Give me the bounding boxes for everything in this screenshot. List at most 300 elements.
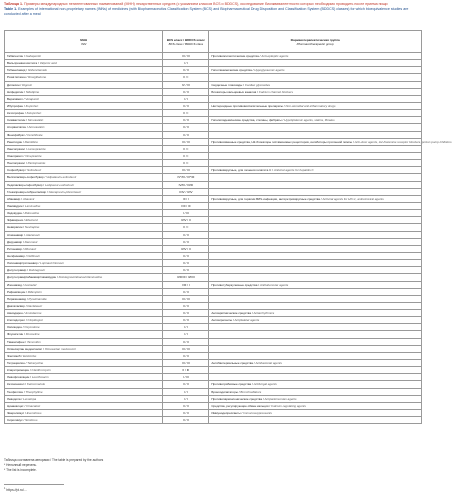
- inn-separator: /: [20, 353, 24, 358]
- header-group-ru: Фармакотерапевтическая группа: [290, 37, 340, 42]
- inn-en: Tamoxifen: [26, 339, 41, 344]
- inn-en: Oxycodone: [24, 325, 40, 330]
- group-cell: [209, 381, 422, 388]
- inn-ru: Кетопрофен: [7, 111, 25, 116]
- table-row: [5, 160, 422, 167]
- inn-ru: Гибенкламид: [7, 68, 26, 73]
- group-cell: [209, 181, 422, 188]
- group-cell: [209, 224, 422, 231]
- table-row: [5, 67, 422, 74]
- inn-separator: /: [24, 132, 28, 137]
- inn-separator: /: [21, 282, 25, 287]
- inn-ru: Пиразинамид: [7, 296, 27, 301]
- inn-ru: Клопидогрел: [7, 318, 26, 323]
- inn-en: Lamivudine: [24, 203, 41, 208]
- group-cell: [209, 195, 422, 202]
- class-cell: II/IV / II: [163, 245, 209, 252]
- class-cell: I / I: [163, 95, 209, 102]
- group-cell: [209, 295, 422, 302]
- inn-en: Darunavir: [24, 239, 38, 244]
- table-row: [5, 210, 422, 217]
- group-cell: [209, 124, 422, 131]
- inn-separator: /: [21, 211, 25, 216]
- group-ru: Гиполипидемические средства, статины, фибраты: [211, 118, 282, 123]
- group-ru: Антиаритмические средства: [211, 311, 251, 316]
- group-cell: [209, 102, 422, 109]
- group-ru: Сердечные гликозиды: [211, 82, 243, 87]
- table-row: [5, 81, 422, 88]
- inn-separator: /: [42, 346, 45, 351]
- header-inn: [5, 31, 163, 53]
- table-row: [5, 195, 422, 202]
- header-class: [163, 31, 209, 53]
- inn-separator: /: [22, 218, 26, 223]
- class-cell: IV/III / III/III: [163, 181, 209, 188]
- inn-ru: Изониазид: [7, 282, 22, 287]
- inn-separator: /: [25, 146, 28, 151]
- inn-ru: Кларитромицин: [7, 368, 30, 373]
- caption-en-text: Examples of international non-proprietary names (INNs) of medicines (with Biopharmaceutics Classification System (BCS) and Biopharmaceutical Drug Disposition and Classification System (BDDCS) classes) for which bioequivalence studies are conducted after a meal: [4, 7, 409, 16]
- group-separator: /: [240, 411, 244, 416]
- table-row: [5, 395, 422, 402]
- inn-en: Glecaprevir+pibrentasvir: [48, 189, 82, 194]
- footnote-divider: [4, 484, 64, 485]
- inn-separator: /: [20, 196, 23, 201]
- group-separator: /: [281, 118, 285, 123]
- group-cell: [209, 252, 422, 259]
- inn-ru: Нелфинавир: [7, 253, 25, 258]
- table-row: [5, 217, 422, 224]
- class-cell: III / III: [163, 295, 209, 302]
- inn-separator: /: [22, 389, 26, 394]
- inn-ru: Даклатасвир: [7, 303, 25, 308]
- group-cell: [209, 160, 422, 167]
- inn-en: Tetracycline: [27, 361, 44, 366]
- group-separator: /: [256, 89, 259, 94]
- inn-cell: [5, 138, 163, 145]
- group-ru: Противогрибковые средства: [211, 382, 252, 387]
- inn-separator: /: [22, 418, 26, 423]
- inn-cell: [5, 302, 163, 309]
- table-row: [5, 131, 422, 138]
- inn-en: Atazanavir: [25, 232, 40, 237]
- inn-en: Clarithromycin: [31, 368, 51, 373]
- group-en: Antiparkinsonian agents: [264, 396, 297, 401]
- inn-en: Dolutegravir/abacavir/lamivudine: [58, 275, 103, 280]
- inn-en: Nelfinavir: [27, 253, 40, 258]
- inn-ru: Зидовудин: [7, 211, 22, 216]
- inn-cell: [5, 174, 163, 181]
- inn-ru: Лансопразол: [7, 146, 26, 151]
- table-row: [5, 302, 422, 309]
- group-ru: Антибактериальные средства: [211, 361, 253, 366]
- inn-en: Verapamil: [25, 96, 39, 101]
- class-cell: II / II: [163, 67, 209, 74]
- table-header-row: [5, 31, 422, 53]
- caption-en: [4, 7, 422, 17]
- group-separator: /: [319, 196, 323, 201]
- group-en: Antiarrhythmics: [253, 311, 275, 316]
- table-row: [5, 381, 422, 388]
- group-ru: Противоязвенные средства, Н2-блокаторы гистаминовых рецепторов, ингибиторы протонной помпы: [211, 139, 353, 144]
- inn-ru: Вальпроевая кислота: [7, 61, 38, 66]
- class-cell: I / I: [163, 331, 209, 338]
- group-separator: /: [242, 82, 245, 87]
- table-row: [5, 124, 422, 131]
- table-row: [5, 260, 422, 267]
- inn-cell: [5, 274, 163, 281]
- class-cell: I / I: [163, 60, 209, 67]
- table-row: [5, 281, 422, 288]
- table-row: [5, 252, 422, 259]
- group-en: Hypolipidemic agents, statins, fibrates: [284, 118, 335, 123]
- group-cell: [209, 145, 422, 152]
- inn-en: Ledipasvir+sofosbuvir: [44, 182, 75, 187]
- inn-cell: [5, 181, 163, 188]
- inn-ru: Эфавиренз: [7, 218, 23, 223]
- group-cell: [209, 302, 422, 309]
- inn-cell: [5, 117, 163, 124]
- inn-separator: /: [21, 325, 25, 330]
- group-cell: [209, 331, 422, 338]
- inn-en: Everolimus: [26, 411, 42, 416]
- inn-ru: Велпатасвир+софосбувир: [7, 175, 44, 180]
- group-cell: [209, 374, 422, 381]
- class-cell: II/III/III / II/I/III: [163, 274, 209, 281]
- inn-en: Digoxin: [22, 82, 33, 87]
- inn-cell: [5, 110, 163, 117]
- footnote-marker: 1: [4, 487, 6, 490]
- table-row: [5, 88, 422, 95]
- class-cell: I / I: [163, 395, 209, 402]
- inn-ru: Тамоксифен: [7, 339, 25, 344]
- inn-en: Clopidogrel: [27, 318, 43, 323]
- group-cell: [209, 110, 422, 117]
- inn-en: Ranitidine: [24, 139, 38, 144]
- table-row: [5, 238, 422, 245]
- inn-ru: Долутегравир: [7, 268, 27, 273]
- group-separator: /: [257, 282, 260, 287]
- class-cell: III / I: [163, 195, 209, 202]
- group-separator: /: [251, 382, 254, 387]
- inn-separator: /: [20, 396, 24, 401]
- footnote: [4, 487, 27, 492]
- caption-ru-text: Примеры международных непатентованных наименований (МНН) лекарственных средств (с указанием классов BCS и BDDCS), исследование биоэквивалентности которых необходимо проводить после приема пищи: [23, 2, 388, 6]
- class-cell: II / II: [163, 417, 209, 424]
- caption-ru-label: Таблица 1.: [4, 2, 23, 6]
- group-en: Non-steroidal anti-inflammatory drugs: [285, 103, 336, 108]
- inn-ru: Омепразол: [7, 153, 23, 158]
- group-cell: [209, 167, 422, 174]
- group-cell: [209, 188, 422, 195]
- class-cell: II / II: [163, 231, 209, 238]
- inn-en: Isoniazid: [24, 282, 37, 287]
- inn-cell: [5, 124, 163, 131]
- group-cell: [209, 202, 422, 209]
- inn-separator: /: [22, 239, 25, 244]
- class-cell: II / II: [163, 288, 209, 295]
- inn-en: Gabapentin: [25, 54, 42, 58]
- inn-ru: Леводопа: [7, 396, 21, 401]
- group-cell: [209, 338, 422, 345]
- group-separator: /: [251, 68, 255, 73]
- class-cell: I/III / I: [163, 281, 209, 288]
- class-cell: III / III: [163, 138, 209, 145]
- class-cell: IV*/III / III*/III: [163, 174, 209, 181]
- inn-cell: [5, 81, 163, 88]
- inn-separator: /: [37, 61, 40, 66]
- inn-en: Efavirenz: [25, 218, 38, 223]
- inn-ru: Верапамил: [7, 96, 23, 101]
- inn-ru: Эверолимус: [7, 411, 25, 416]
- inn-en: Dolutegravir: [28, 268, 45, 273]
- table-row: [5, 338, 422, 345]
- group-en: Cardiac glycosides: [244, 82, 271, 87]
- inn-cell: [5, 74, 163, 81]
- table-caption: [4, 2, 422, 17]
- inn-separator: /: [24, 361, 28, 366]
- inn-separator: /: [24, 339, 27, 344]
- inn-cell: [5, 295, 163, 302]
- inn-cell: [5, 67, 163, 74]
- group-en: Calcium channel blockers: [258, 89, 293, 94]
- inn-cell: [5, 53, 163, 60]
- class-cell: IV / III: [163, 81, 209, 88]
- group-ru: Блокаторы кальциевых каналов: [211, 89, 257, 94]
- class-cell: II / I: [163, 224, 209, 231]
- table-row: [5, 417, 422, 424]
- inn-separator: /: [42, 182, 45, 187]
- inn-ru: Софосбувир: [7, 168, 25, 173]
- class-cell: II / I: [163, 145, 209, 152]
- inn-en: Olmesartan medoxomil: [44, 346, 76, 351]
- group-cell: [209, 360, 422, 367]
- inn-ru: Габапентин: [7, 54, 24, 58]
- table-row: [5, 224, 422, 231]
- table-row: [5, 310, 422, 317]
- group-en: Immunosuppressants: [243, 411, 272, 416]
- group-cell: [209, 60, 422, 67]
- group-separator: /: [251, 311, 254, 316]
- inn-cell: [5, 288, 163, 295]
- inn-cell: [5, 60, 163, 67]
- table-row: [5, 295, 422, 302]
- group-cell: [209, 238, 422, 245]
- group-en: Calcium-regulating agents: [271, 403, 306, 408]
- inn-en: Levofloxacin: [31, 375, 49, 380]
- group-en: Hypoglycaemic agents: [254, 68, 285, 73]
- inn-separator: /: [22, 203, 25, 208]
- class-cell: I / I: [163, 388, 209, 395]
- class-cell: III / III: [163, 360, 209, 367]
- inn-ru: Ибупрофен: [7, 103, 24, 108]
- group-cell: [209, 131, 422, 138]
- inn-ru: Аторвастатин: [7, 125, 26, 130]
- group-en: Antiplatelet agents: [234, 318, 260, 323]
- class-cell: III / III: [163, 53, 209, 60]
- class-cell: I / I: [163, 324, 209, 331]
- group-ru: Противовирусные, для терапии ВИЧ-инфекции, антиретровирусные средства: [211, 196, 320, 201]
- inn-cell: [5, 338, 163, 345]
- class-cell: II / II: [163, 352, 209, 359]
- class-cell: II / II: [163, 338, 209, 345]
- table-body: [5, 53, 452, 424]
- group-en: Anti-ulcer agents, H2-histamine receptor blockers, proton pump inhibitors: [354, 139, 452, 144]
- group-cell: [209, 345, 422, 352]
- table-row: [5, 324, 422, 331]
- inn-en: Velpatasvir+sofosbuvir: [46, 175, 77, 180]
- group-cell: [209, 310, 422, 317]
- inn-cell: [5, 131, 163, 138]
- group-ru: Нестероидные противовоспалительные препараты: [211, 103, 283, 108]
- inn-separator: /: [22, 311, 26, 316]
- inn-cell: [5, 381, 163, 388]
- inn-cell: [5, 88, 163, 95]
- group-cell: [209, 138, 452, 145]
- group-cell: [209, 367, 422, 374]
- class-cell: II / III: [163, 367, 209, 374]
- class-cell: II/IV / II: [163, 217, 209, 224]
- inn-en: Sirolimus: [25, 418, 38, 423]
- inn-separator: /: [56, 275, 59, 280]
- group-cell: [209, 324, 422, 331]
- inn-ru: Долутегравир/абакавир/ламивудин: [7, 275, 57, 280]
- table-row: [5, 288, 422, 295]
- inn-separator: /: [25, 75, 29, 80]
- table-row: [5, 388, 422, 395]
- table-row: [5, 367, 422, 374]
- inn-en: Fenofibrate: [27, 132, 43, 137]
- inn-en: Lansoprazole: [27, 146, 46, 151]
- group-ru: Средства, регулирующие обмен кальция: [211, 403, 269, 408]
- inn-separator: /: [22, 153, 26, 158]
- inn-separator: /: [19, 82, 23, 87]
- group-cell: [209, 117, 422, 124]
- footnote-link[interactable]: https://pi.ru/...: [6, 488, 27, 493]
- table-row: [5, 152, 422, 159]
- table-row: [5, 345, 422, 352]
- group-cell: [209, 288, 422, 295]
- group-cell: [209, 152, 422, 159]
- header-class-en: BCS class / BDDCS class: [168, 41, 204, 46]
- inn-en: Pyrazinamide: [28, 296, 47, 301]
- inn-en: Ketoconazole: [26, 382, 46, 387]
- inn-en: Daclatasvir: [27, 303, 43, 308]
- inn-en: Ezetimibe: [23, 353, 37, 358]
- inn-en: Simvastatin: [27, 118, 44, 123]
- inn-ru: Сиролимус: [7, 418, 23, 423]
- group-separator: /: [262, 396, 265, 401]
- group-separator: /: [271, 168, 274, 173]
- group-en: Antiviral agents for HIV-1, antiretroviral agents: [322, 196, 384, 201]
- inn-separator: /: [25, 161, 28, 166]
- group-cell: [209, 67, 422, 74]
- inn-cell: [5, 224, 163, 231]
- table-row: [5, 188, 422, 195]
- group-en: Antibacterial agents: [255, 361, 282, 366]
- class-cell: II / II: [163, 102, 209, 109]
- table-row: [5, 181, 422, 188]
- inn-en: Levodopa: [23, 396, 37, 401]
- table-row: [5, 102, 422, 109]
- class-cell: II / II: [163, 131, 209, 138]
- inn-separator: /: [25, 318, 28, 323]
- group-separator: /: [232, 318, 235, 323]
- group-cell: [209, 217, 422, 224]
- table-row: [5, 202, 422, 209]
- inn-separator: /: [43, 175, 47, 180]
- inn-cell: [5, 402, 163, 409]
- header-group-en: Pharmacotherapeutic group: [296, 41, 334, 46]
- caption-en-label: Table 1.: [4, 7, 18, 11]
- inn-cell: [5, 195, 163, 202]
- inn-separator: /: [23, 103, 26, 108]
- inn-ru: Ламивудин: [7, 203, 23, 208]
- inn-ru: Невирапин: [7, 225, 23, 230]
- group-ru: Антиагреганты: [211, 318, 233, 323]
- table-row: [5, 402, 422, 409]
- table-row: [5, 138, 422, 145]
- inn-en: Rifampicin: [27, 289, 42, 294]
- group-cell: [209, 395, 422, 402]
- inn-en: Sofosbuvir: [27, 168, 42, 173]
- inn-separator: /: [22, 225, 25, 230]
- inn-cell: [5, 360, 163, 367]
- inn-ru: Теофиллин: [7, 389, 23, 394]
- inn-separator: /: [24, 253, 28, 258]
- inn-ru: Атазанавир: [7, 232, 24, 237]
- inn-table: [4, 30, 452, 424]
- class-cell: II / II: [163, 302, 209, 309]
- inn-en: Glibenclamide: [27, 68, 47, 73]
- inn-cell: [5, 352, 163, 359]
- inn-cell: [5, 310, 163, 317]
- inn-ru: Пантопразол: [7, 161, 26, 166]
- inn-ru: Ритонавир: [7, 246, 22, 251]
- inn-ru: Оксикодон: [7, 325, 22, 330]
- inn-ru: Эзетимиб: [7, 353, 21, 358]
- table-row: [5, 60, 422, 67]
- inn-ru: Лопинавир/ритонавир: [7, 261, 38, 266]
- group-en: Bronchodilators: [240, 389, 262, 394]
- header-class-ru: BCS класс / BDDCS класс: [166, 37, 205, 42]
- class-cell: III / III: [163, 167, 209, 174]
- class-cell: II / II: [163, 402, 209, 409]
- table-row: [5, 374, 422, 381]
- inn-separator: /: [26, 296, 29, 301]
- class-cell: II / II: [163, 252, 209, 259]
- group-cell: [209, 231, 422, 238]
- class-cell: II / II: [163, 88, 209, 95]
- inn-en: Nevirapine: [24, 225, 40, 230]
- inn-cell: [5, 217, 163, 224]
- class-cell: II / II: [163, 310, 209, 317]
- inn-en: Fluoxetine: [25, 332, 40, 337]
- inn-separator: /: [21, 246, 25, 251]
- table-row: [5, 95, 422, 102]
- group-ru: Иммунодепрессанты: [211, 411, 241, 416]
- inn-cell: [5, 238, 163, 245]
- inn-ru: Дигоксин: [7, 82, 20, 87]
- inn-en: Cinacalcet: [26, 403, 41, 408]
- inn-ru: Тетрациклин: [7, 361, 25, 366]
- inn-en: Valproic acid: [39, 61, 57, 66]
- inn-cell: [5, 202, 163, 209]
- note-incomplete-ru: * Неполный перечень.: [4, 463, 37, 467]
- inn-separator: /: [46, 189, 49, 194]
- group-cell: [209, 81, 422, 88]
- table-row: [5, 245, 422, 252]
